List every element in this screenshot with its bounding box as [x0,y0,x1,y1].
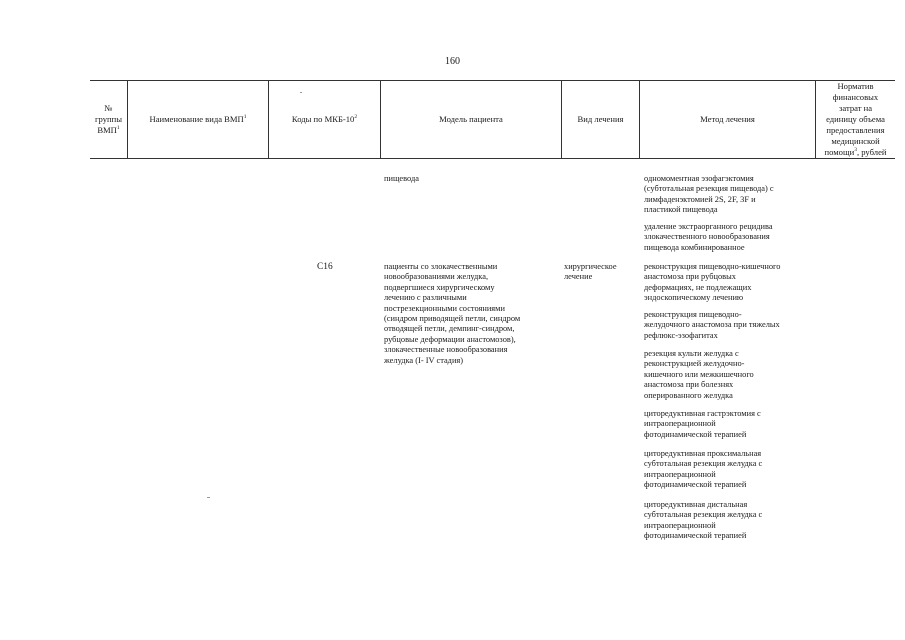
method-item: реконструкция пищеводно- желудочного анастомоза при тяжелых рефлюкс-эзофагитах [644,310,780,340]
header-bottom-rule [90,158,895,159]
continued-patient-model: пищевода [384,174,419,183]
c16-treatment-type: хирургическое лечение [564,262,617,282]
header-mkb-codes: Коды по МКБ-$10^2$ [291,113,358,124]
header-vmp-name: Наименование вида ВМП$^1$ [149,113,247,124]
page-number: 160 [445,56,460,67]
method-item: циторедуктивная дистальная субтотальная резекция желудка с интраоперационной фотодинамической терапией [644,500,763,541]
method-item: удаление экстраорганного рецидива злокачественного новообразования пищевода комбинированное [644,222,773,252]
c16-patient-model: пациенты со злокачественными новообразованиями желудка, подвергшиеся хирургическому лечению с различными пострезекционными состояниями (синдром приводящей петли, синдром отводящей петли, демпинг-синдром, рубцовые деформации анастомозов), злокачественные новообразования желудка (I- IV стадия) [384,262,521,365]
header-treatment-method: Метод лечения [700,113,755,124]
header-norm: Норматив финансовых затрат на единицу объема предоставления медицинской помощи$^3$, рублей [824,80,887,157]
header-treatment-type: Вид лечения [577,113,624,124]
method-item: резекция культи желудка с реконструкцией желудочно- кишечного или межкишечного анастомоза при болезнях оперированного желудка [644,349,754,400]
mkb-code-c16: C16 [317,262,333,272]
scan-speck [207,497,210,498]
method-item: циторедуктивная проксимальная субтотальная резекция желудка с интраоперационной фотодинамической терапией [644,449,763,490]
header-group-no: № группы ВМП$^1$ [95,102,122,135]
header-patient-model: Модель пациента [439,113,503,124]
method-item: реконструкция пищеводно-кишечного анастомоза при рубцовых деформациях, не подлежащих эндоскопическому лечению [644,262,781,303]
scan-speck [300,92,302,93]
method-item: циторедуктивная гастрэктомия с интраоперационной фотодинамической терапией [644,409,761,439]
method-item: одномоментная эзофагэктомия (субтотальная резекция пищевода) с лимфаденэктомией 2S, 2F, 3F и пластикой пищевода [644,174,774,215]
